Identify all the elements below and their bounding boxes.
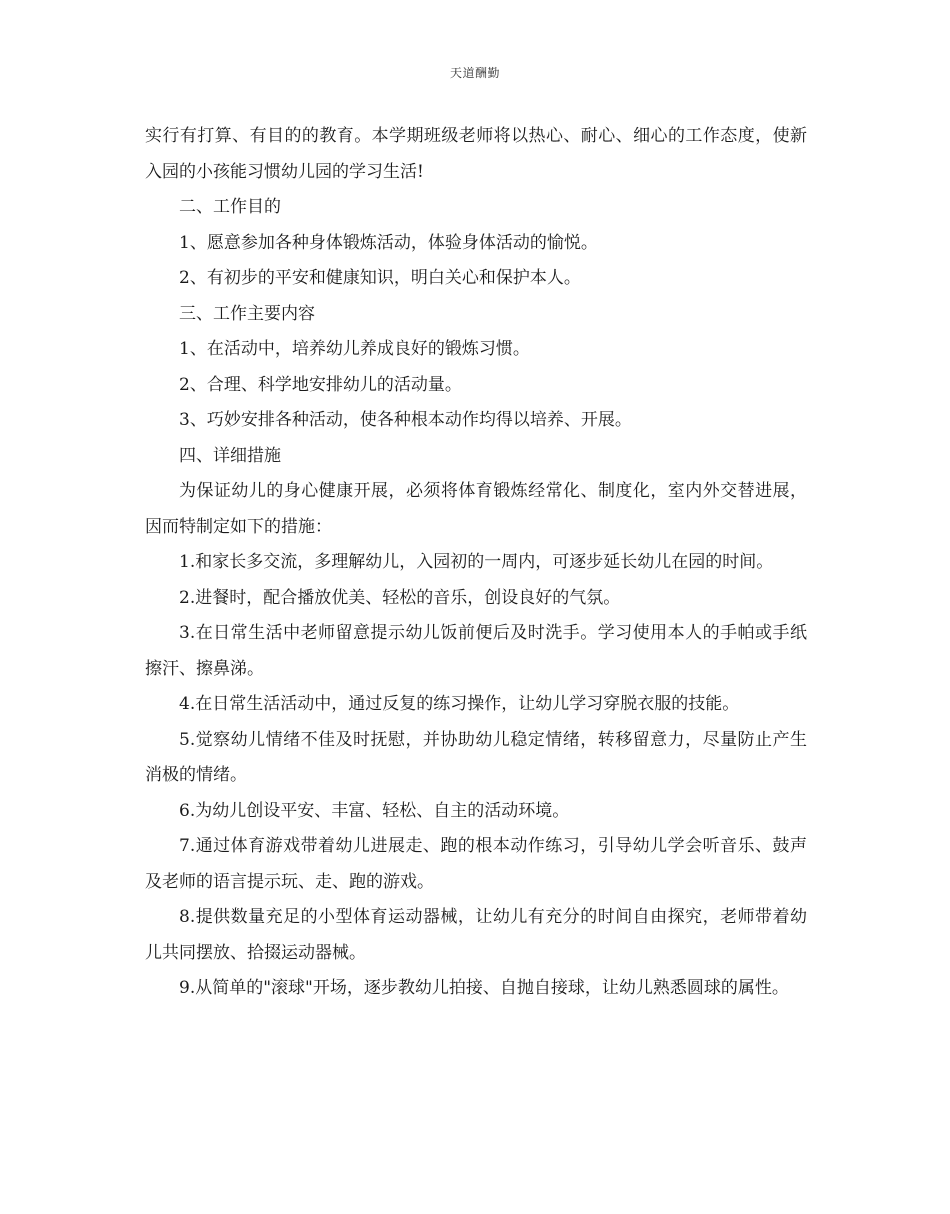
measure-item: 6.为幼儿创设平安、丰富、轻松、自主的活动环境。: [179, 800, 570, 821]
measure-item: 8.提供数量充足的小型体育运动器械，让幼儿有充分的时间自由探究，老师带着幼儿共同摆放、拾掇运动器械。: [145, 907, 807, 963]
measure-item: 9.从简单的"滚球"开场，逐步教幼儿拍接、自抛自接球，让幼儿熟悉圆球的属性。: [179, 978, 789, 998]
content-item: 2、合理、科学地安排幼儿的活动量。: [179, 374, 462, 395]
measure-item: 1.和家长多交流，多理解幼儿，入园初的一周内，可逐步延长幼儿在园的时间。: [179, 552, 774, 572]
page-header: 天道酬勤: [449, 66, 500, 80]
goal-item: 2、有初步的平安和健康知识，明白关心和保护本人。: [179, 268, 581, 288]
measure-item: 2.进餐时，配合播放优美、轻松的音乐，创设良好的气氛。: [179, 587, 621, 608]
section-heading-goals: 二、工作目的: [179, 197, 281, 217]
document-body: [145, 119, 807, 1007]
measure-item: 4.在日常生活活动中，通过反复的练习操作，让幼儿学习穿脱衣服的技能。: [179, 694, 740, 714]
content-item: 1、在活动中，培养幼儿养成良好的锻炼习惯。: [179, 339, 530, 359]
measure-item: 3.在日常生活中老师留意提示幼儿饭前便后及时洗手。学习使用本人的手帕或手纸擦汗、擦鼻涕。: [145, 623, 807, 679]
section-heading-content: 三、工作主要内容: [179, 303, 315, 324]
content-item: 3、巧妙安排各种活动，使各种根本动作均得以培养、开展。: [179, 410, 632, 430]
measure-item: 7.通过体育游戏带着幼儿进展走、跑的根本动作练习，引导幼儿学会听音乐、鼓声及老师的语言提示玩、走、跑的游戏。: [145, 836, 807, 892]
paragraph-continuation: 实行有打算、有目的的教育。本学期班级老师将以热心、耐心、细心的工作态度，使新入园的小孩能习惯幼儿园的学习生活!: [145, 126, 807, 182]
section-heading-measures: 四、详细措施: [179, 445, 281, 466]
measures-intro: 为保证幼儿的身心健康开展，必须将体育锻炼经常化、制度化，室内外交替进展，因而特制定如下的措施：: [145, 481, 807, 537]
goal-item: 1、愿意参加各种身体锻炼活动，体验身体活动的愉悦。: [179, 232, 598, 253]
measure-item: 5.觉察幼儿情绪不佳及时抚慰，并协助幼儿稳定情绪，转移留意力，尽量防止产生消极的情绪。: [145, 729, 807, 785]
